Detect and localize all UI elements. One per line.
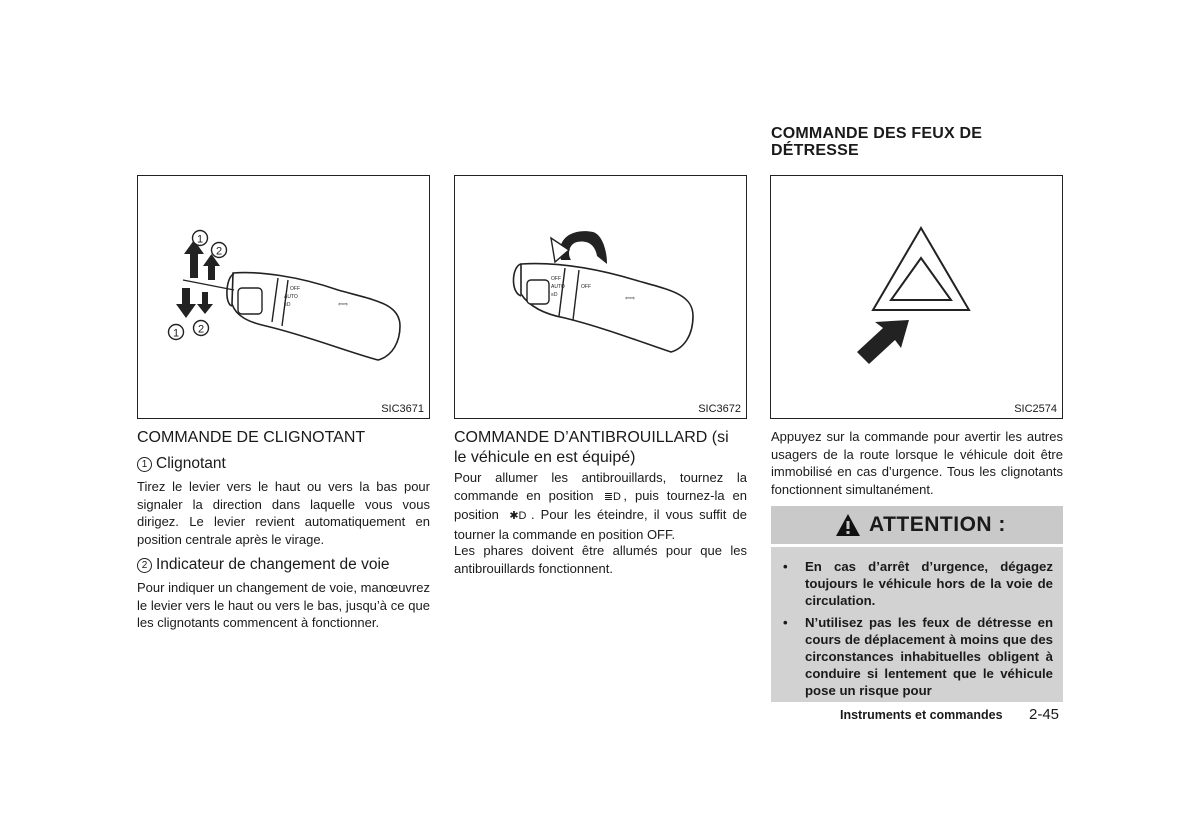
svg-text:⇦⇨: ⇦⇨ [625, 296, 636, 302]
warning-item-2 [783, 614, 1053, 699]
svg-text:OFF: OFF [290, 286, 300, 292]
figure-fog-light [454, 175, 747, 419]
section-title-line-1: COMMANDE DES FEUX DE [771, 125, 983, 142]
fog-p1-part-b: , puis tournez-la en position [454, 487, 747, 522]
fog-heading-line-2: le véhicule en est équipé) [454, 449, 636, 466]
warning-item-1 [783, 558, 1053, 609]
svg-text:2: 2 [198, 323, 205, 336]
svg-text:AUTO: AUTO [284, 294, 298, 300]
svg-text:AUTO: AUTO [551, 284, 565, 290]
hazard-triangle-illustration [771, 176, 1061, 417]
turn-signal-heading: COMMANDE DE CLIGNOTANT [137, 429, 366, 446]
item1-text: Tirez le levier vers le haut ou vers la bas pour signaler la direction dans laquelle vous vous dirigez. Le levier revient automatiquement en position centrale après le virage. [137, 479, 430, 547]
section-title-line-2: DÉTRESSE [771, 142, 859, 159]
item1-number: 1 [137, 457, 152, 472]
item1-title-text: Clignotant [156, 455, 226, 472]
fog-p1-part-c: . Pour les éteindre, il vous suffit de tourner la commande en position OFF. [454, 507, 747, 542]
warning-item-text: N’utilisez pas les feux de détresse en cours de déplacement à moins que des circonstances inhabituelles obligent à conduire si lentement que le véhicule pose un risque pour [805, 615, 1053, 698]
turn-signal-lever-illustration [138, 176, 428, 417]
warning-title: ATTENTION : [869, 513, 1006, 536]
fog-light-switch-illustration [455, 176, 745, 417]
item1-title [137, 454, 226, 474]
section-title [771, 125, 1071, 159]
figure-hazard [770, 175, 1063, 419]
item2-title-text: Indicateur de changement de voie [156, 556, 390, 573]
hazard-paragraph: Appuyez sur la commande pour avertir les autres usagers de la route lorsque le véhicule doit être immobilisé en cas d’urgence. Tous les clignotants fonctionnent simultanément. [771, 429, 1063, 497]
fog-light-heading [454, 428, 754, 468]
page-number: 2-45 [1029, 706, 1060, 723]
svg-text:⇦⇨: ⇦⇨ [338, 302, 349, 308]
svg-text:1: 1 [173, 327, 180, 340]
item2-number: 2 [137, 558, 152, 573]
warning-header [771, 506, 1063, 544]
warning-item-text: En cas d’arrêt d’urgence, dégagez toujours le véhicule hors de la voie de circulation. [805, 559, 1053, 608]
headlight-icon: ≣D [603, 490, 621, 503]
warning-body [771, 547, 1063, 702]
warning-triangle-icon [835, 513, 861, 537]
bullet: • [783, 615, 788, 630]
figure-code: SIC3671 [381, 403, 424, 415]
fog-heading-line-1: COMMANDE D’ANTIBROUILLARD (si [454, 429, 729, 446]
bullet: • [783, 559, 788, 574]
svg-text:OFF: OFF [551, 276, 561, 282]
fog-p1-part-a: Pour allumer les antibrouillards, tournez la commande en position [454, 470, 747, 503]
svg-text:1: 1 [197, 233, 204, 246]
fog-light-paragraph-2: Les phares doivent être allumés pour que les antibrouillards fonctionnent. [454, 543, 747, 576]
fog-light-paragraph-1 [454, 469, 747, 543]
footer-section: Instruments et commandes [840, 708, 1003, 722]
figure-code: SIC2574 [1014, 403, 1057, 415]
figure-turn-signal [137, 175, 430, 419]
svg-text:≡D: ≡D [284, 302, 291, 308]
item2-title [137, 555, 390, 575]
svg-text:≡D: ≡D [551, 292, 558, 298]
item2-text: Pour indiquer un changement de voie, manœuvrez le levier vers le haut ou vers le bas, jusqu’à ce que les clignotants commencent à fonctionner. [137, 580, 430, 630]
svg-text:OFF: OFF [581, 284, 591, 290]
svg-text:2: 2 [216, 245, 223, 258]
fog-light-icon: ✱D [509, 510, 527, 522]
figure-code: SIC3672 [698, 403, 741, 415]
